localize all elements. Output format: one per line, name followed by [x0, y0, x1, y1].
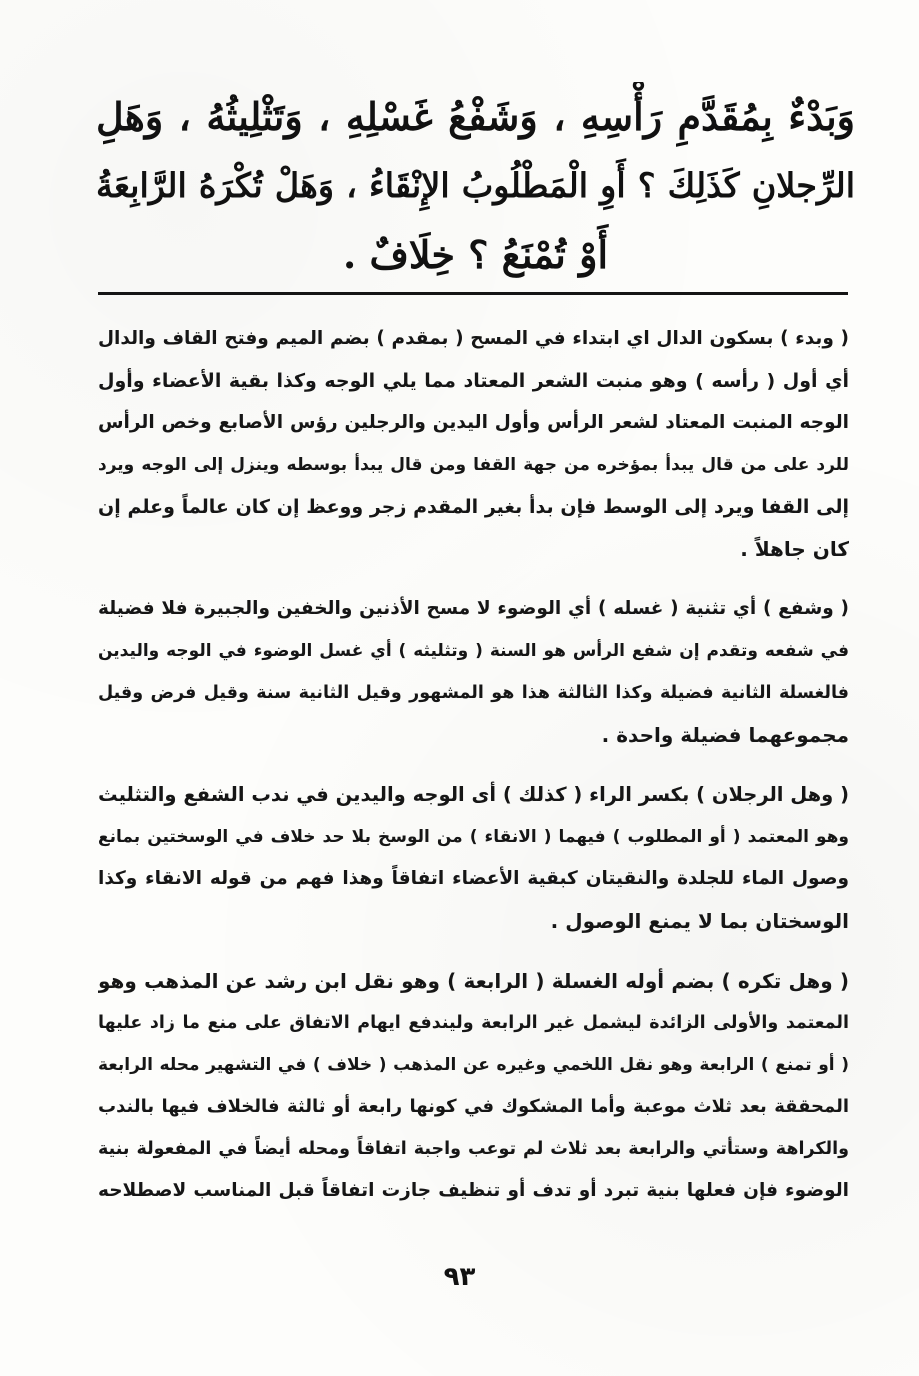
commentary-line: في شفعه وتقدم إن شفع الرأس هو السنة ( وتثليثه ) أي غسل الوضوء في الوجه واليدين [98, 641, 849, 661]
commentary-line: والكراهة وستأتي والرابعة بعد ثلاث لم توعب واجبة اتفاقاً ومحله أيضاً في المفعولة بنية [98, 1139, 849, 1159]
sharh-commentary [98, 318, 849, 1230]
commentary-line: الوضوء فإن فعلها بنية تبرد أو تدف أو تنظيف جازت اتفاقاً قبل المناسب لاصطلاحه [98, 1180, 849, 1201]
commentary-line: وهو المعتمد ( أو المطلوب ) فيهما ( الانقاء ) من الوسخ بلا حد خلاف في الوسختين بمانع [98, 827, 849, 847]
commentary-paragraph [98, 588, 849, 756]
page-number: ٩٣ [443, 1262, 476, 1292]
matn-text [96, 82, 855, 289]
commentary-line: ( وشفع ) أي تثنية ( غسله ) أي الوضوء لا مسح الأذنين والخفين والجبيرة فلا فضيلة [98, 598, 849, 619]
matn-line: الرِّجلانِ كَذَلِكَ ؟ أَوِ الْمَطْلُوبُ الإِنْقَاءُ ، وَهَلْ تُكْرَهُ الرَّابِعَةُ [96, 166, 855, 205]
commentary-line: إلى القفا ويرد إلى الوسط فإن بدأ بغير المقدم زجر ووعظ إن كان عالماً وعلم إن [98, 496, 849, 518]
commentary-line: للرد على من قال يبدأ بمؤخره من جهة القفا ومن قال يبدأ بوسطه وينزل إلى الوجه ويرد [98, 455, 849, 475]
commentary-line: المحققة بعد ثلاث موعبة وأما المشكوك في كونها رابعة أو ثالثة فالخلاف فيها بالندب [98, 1096, 849, 1117]
commentary-line: الوجه المنبت المعتاد لشعر الرأس وأول اليدين والرجلين رؤس الأصابع وخص الرأس [98, 412, 849, 433]
separator-rule [98, 292, 848, 295]
commentary-line: ( أو تمنع ) الرابعة وهو نقل اللخمي وغيره عن المذهب ( خلاف ) في التشهير محله الرابعة [98, 1055, 849, 1075]
commentary-line: الوسختان بما لا يمنع الوصول . [550, 909, 849, 933]
commentary-line: كان جاهلاً . [740, 537, 849, 561]
commentary-line: ( وبدء ) بسكون الدال اي ابتداء في المسح ( بمقدم ) بضم الميم وفتح القاف والدال [98, 328, 849, 349]
commentary-line: المعتمد والأولى الزائدة ليشمل غير الرابعة وليندفع ايهام الاتفاق على منع ما زاد عليها [98, 1013, 849, 1033]
commentary-line: أي أول ( رأسه ) وهو منبت الشعر المعتاد مما يلي الوجه وكذا بقية الأعضاء وأول [98, 370, 849, 392]
matn-line: أَوْ تُمْنَعُ ؟ خِلَافٌ . [342, 232, 609, 277]
commentary-line: وصول الماء للجلدة والنقيتان كبقية الأعضاء اتفاقاً وهذا فهم من قوله الانقاء وكذا [98, 868, 849, 889]
commentary-paragraph [98, 318, 849, 570]
commentary-line: فالغسلة الثانية فضيلة وكذا الثالثة هذا هو المشهور وقيل الثانية سنة وقيل فرض وقيل [98, 683, 849, 703]
commentary-line: مجموعهما فضيلة واحدة . [601, 723, 849, 747]
commentary-line: ( وهل تكره ) بضم أوله الغسلة ( الرابعة ) وهو نقل ابن رشد عن المذهب وهو [98, 969, 849, 993]
commentary-paragraph [98, 960, 849, 1212]
commentary-line: ( وهل الرجلان ) بكسر الراء ( كذلك ) أى الوجه واليدين في ندب الشفع والتثليث [98, 783, 849, 806]
matn-line: وَبَدْءٌ بِمُقَدَّمِ رَأْسِهِ ، وَشَفْعُ غَسْلِهِ ، وَتَثْلِيثُهُ ، وَهَلِ [96, 94, 855, 139]
commentary-paragraph [98, 774, 849, 942]
